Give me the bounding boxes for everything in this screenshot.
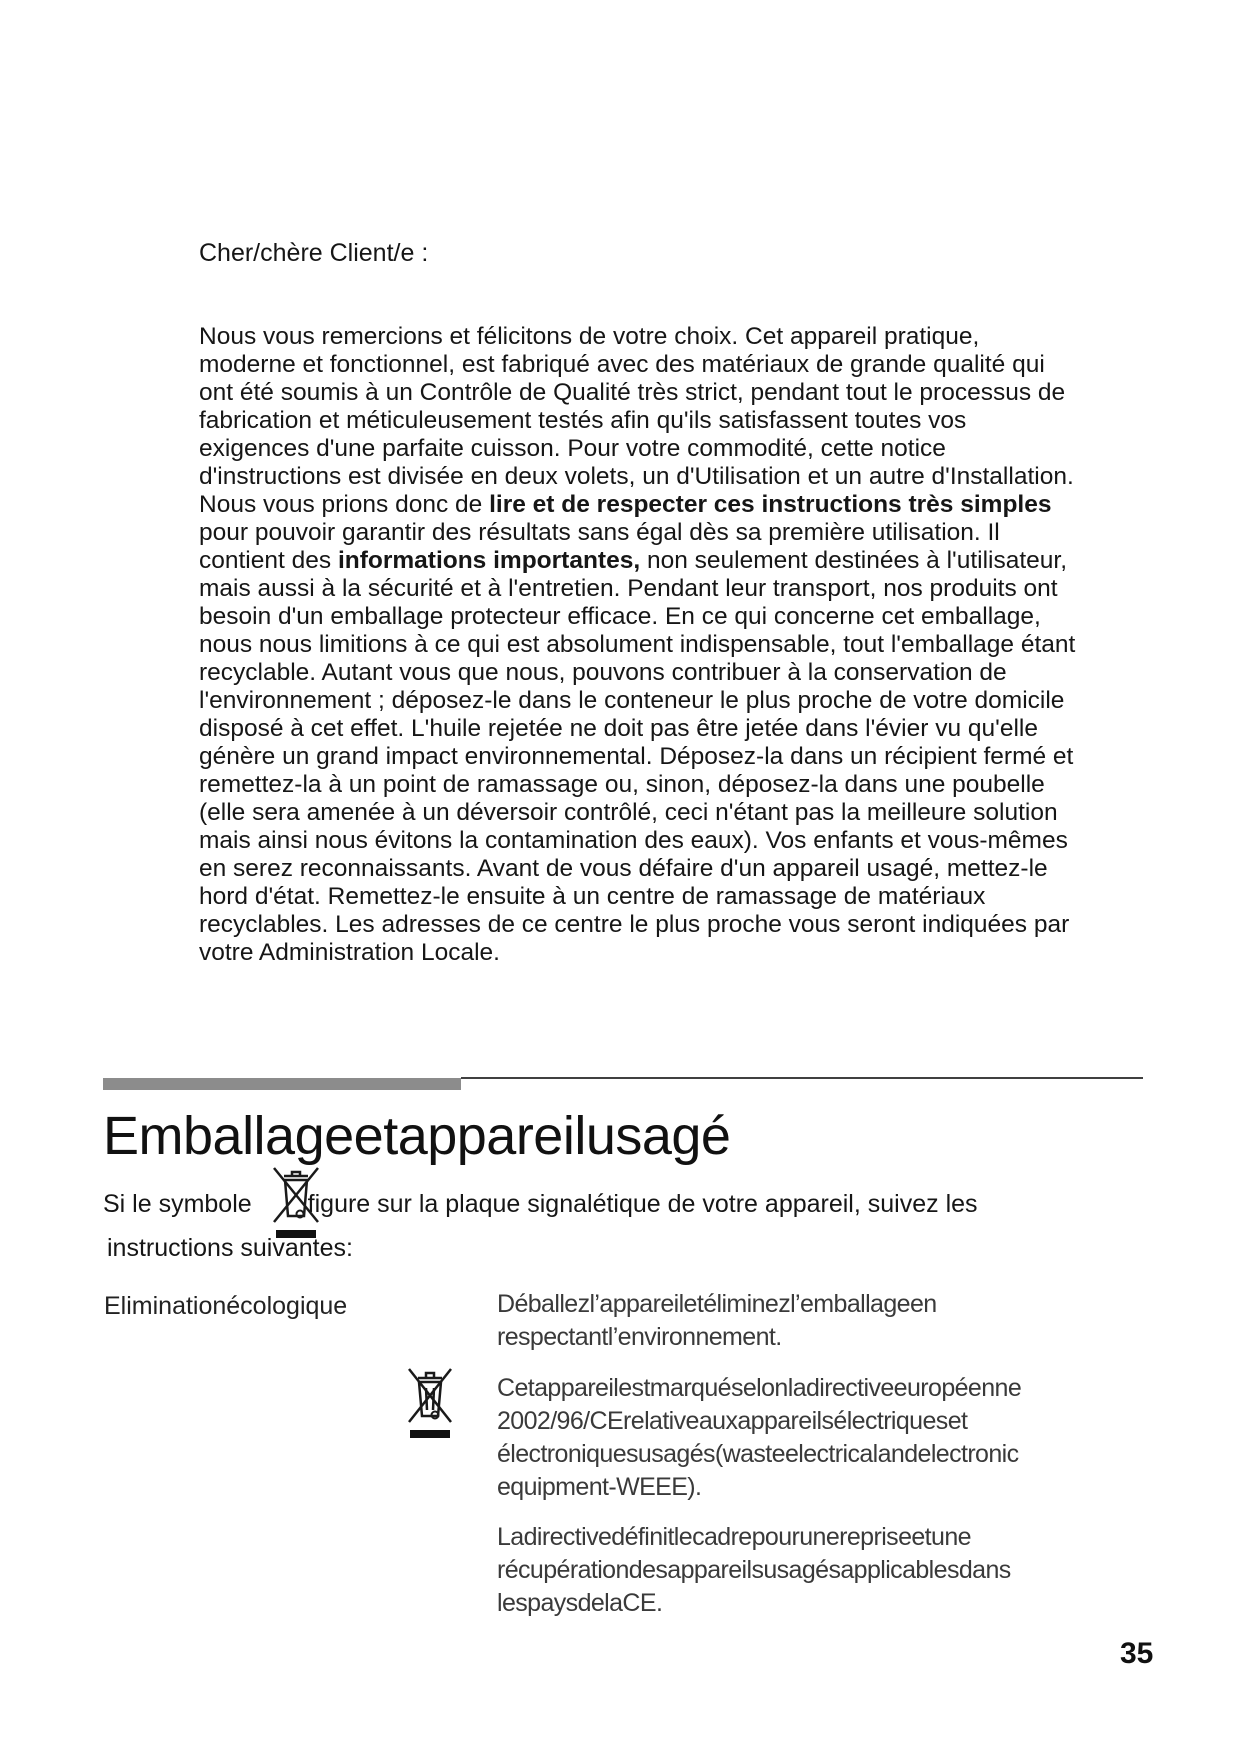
sub-heading-ecological-disposal: Eliminationécologique (104, 1292, 348, 1320)
section-rule-line (461, 1077, 1143, 1079)
intro-paragraph-2 (199, 491, 1079, 967)
intro-bold-important: informations importantes, (337, 547, 641, 574)
symbol-sentence (103, 1187, 978, 1221)
disposal-paragraph-2: Cetappareilestmarquéselonladirectiveeuropéenne 2002/96/CErelativeauxappareilsélectriqueset électroniquesusagés(wasteelectricalandelectronic equipment-WEEE). (497, 1374, 1022, 1501)
weee-bin-icon (406, 1364, 454, 1440)
intro-paragraph-1: Nous vous remercions et félicitons de votre choix. Cet appareil pratique, moderne et fonctionnel, est fabriqué avec des matériaux de grande qualité qui ont été soumis à un Contrôle de Qualité très strict, pendant tout le processus de fabrication et méticuleusement testés afin qu'ils satisfassent toutes vos exigences d'une parfaite cuisson. Pour votre commodité, cette notice d'instructions est divisée en deux volets, un d'Utilisation et un autre d'Installation. (199, 323, 1074, 490)
intro-text-segment: pour pouvoir garantir des résultats sans égal dès sa première utilisation. Il contient des (199, 519, 1000, 574)
symbol-sentence-line2: instructions suivantes: (107, 1234, 353, 1262)
section-title: Emballageetappareilusagé (103, 1106, 731, 1166)
greeting: Cher/chère Client/e : (199, 239, 429, 267)
symbol-text-before: Si le symbole (103, 1190, 252, 1218)
page-number: 35 (1120, 1637, 1154, 1670)
intro-bold-instruction: lire et de respecter ces instructions très simples (489, 491, 1052, 518)
intro-text-segment: Nous vous prions donc de (199, 491, 490, 518)
section-rule-accent (103, 1078, 461, 1090)
weee-bin-icon (270, 1162, 322, 1240)
intro-text-segment: non seulement destinées à l'utilisateur, mais aussi à la sécurité et à l'entretien. Pendant leur transport, nos produits ont besoin d'un emballage protecteur efficace. En ce qui concerne cet emballage, nous nous limitions à ce qui est absolument indispensable, tout l'emballage étant recyclable. Autant vous que nous, pouvons contribuer à la conservation de l'environnement ; déposez-le dans le conteneur le plus proche de votre domicile disposé à cet effet. L'huile rejetée ne doit pas être jetée dans l'évier vu qu'elle génère un grand impact environnemental. Déposez-la dans un récipient fermé et remettez-la à un point de ramassage ou, sinon, déposez-la dans une poubelle (elle sera amenée à un déversoir contrôlé, ceci n'étant pas la meilleure solution mais ainsi nous évitons la contamination des eaux). Vos enfants et vous-mêmes en serez reconnaissants. Avant de vous défaire d'un appareil usagé, mettez-le hord d'état. Remettez-le ensuite à un centre de ramassage de matériaux recyclables. Les adresses de ce centre le plus proche vous seront indiquées par votre Administration Locale. (199, 547, 1076, 966)
disposal-paragraph-3: Ladirectivedéfinitlecadrepourunerepriseetune récupérationdesappareilsusagésapplicablesdans lespaysdelaCE. (497, 1523, 1011, 1617)
symbol-text-after: figure sur la plaque signalétique de votre appareil, suivez les (307, 1190, 978, 1218)
intro-text (199, 323, 1079, 967)
disposal-paragraph-1: Déballezl’appareiletéliminezl’emballageen respectantl’environnement. (497, 1290, 937, 1351)
